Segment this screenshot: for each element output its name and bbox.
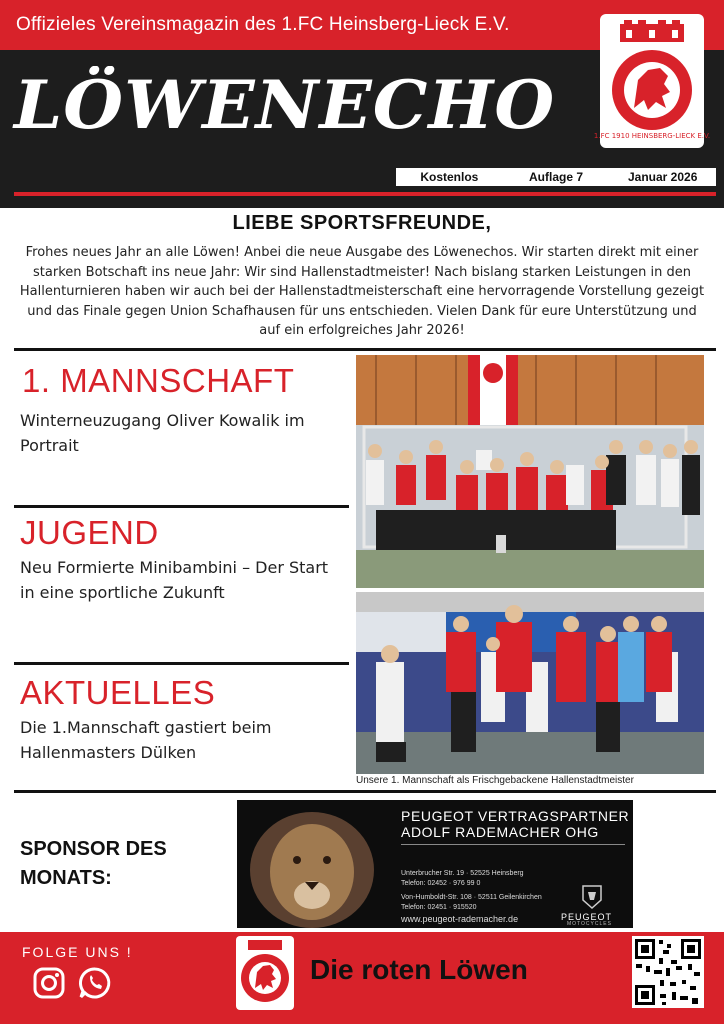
ad-phone-1: Telefon: 02452 · 976 99 0 [401, 880, 481, 887]
footer-slogan: Die roten Löwen [310, 954, 528, 985]
section-text-jugend: Neu Formierte Minibambini – Der Start in eine sportliche Zukunft [20, 558, 329, 602]
ad-company: ADOLF RADEMACHER OHG [401, 824, 599, 840]
ad-phone-2: Telefon: 02451 · 915520 [401, 904, 477, 911]
sponsor-label: SPONSOR DES MONATS: [20, 838, 167, 889]
team-photo-action [356, 592, 704, 774]
follow-us-label: FOLGE UNS ! [22, 944, 133, 960]
section-title-mannschaft: 1. MANNSCHAFT [22, 362, 295, 399]
ad-website[interactable]: www.peugeot-rademacher.de [401, 914, 519, 924]
section-title-jugend: JUGEND [20, 514, 159, 551]
qr-code[interactable] [632, 936, 704, 1008]
section-text-mannschaft: Winterneuzugang Oliver Kowalik im Portrait [20, 411, 305, 455]
team-photo-celebration [356, 355, 704, 588]
ad-headline: PEUGEOT VERTRAGSPARTNER [401, 808, 630, 824]
footer-crest-icon [236, 936, 294, 1010]
section-divider [14, 505, 349, 508]
ad-divider [401, 844, 625, 845]
section-divider [14, 662, 349, 665]
magazine-tagline: Offizieles Vereinsmagazin des 1.FC Heinsberg-Lieck E.V. [16, 14, 510, 35]
ad-brand: PEUGEOT [561, 912, 613, 922]
magazine-title: LÖWENECHO [14, 66, 556, 144]
club-crest-logo [593, 14, 711, 148]
instagram-icon[interactable] [32, 966, 66, 1000]
issue-info-bar [396, 168, 716, 186]
section-divider [14, 348, 716, 351]
section-text-aktuelles: Die 1.Mannschaft gastiert beim Hallenmasters Dülken [20, 718, 272, 762]
date-label: Januar 2026 [627, 170, 698, 184]
photo-caption: Unsere 1. Mannschaft als Frischgebackene Hallenstadtmeister [356, 775, 634, 786]
section-divider [14, 790, 716, 793]
edition-label: Auflage 7 [529, 170, 584, 184]
price-label: Kostenlos [420, 170, 479, 184]
footer-crest-logo [236, 936, 294, 1010]
ad-address-1: Unterbrucher Str. 19 · 52525 Heinsberg [401, 870, 524, 877]
intro-heading: LIEBE SPORTSFREUNDE, [232, 212, 492, 234]
sponsor-advertisement[interactable] [237, 800, 633, 928]
intro-text: Frohes neues Jahr an alle Löwen! Anbei die neue Ausgabe des Löwenechos. Wir starten direkt mit einer starken Botschaft ins neue Jahr: Wir sind Hallenstadtmeister! Nach bislang starken Leistungen in den Hallenturnieren haben wir auch bei der Hallenstadtmeisterschaft eine hervorragende Vorstellung gezeigt und das Finale gegen Union Schafhausen für uns entschieden. Vielen Dank für eure Unterstützung und auf ein erfolgreiches Jahr 2026! [19, 245, 705, 338]
peugeot-shield-icon [581, 884, 603, 910]
crest-text: 1.FC 1910 HEINSBERG-LIECK E.V. [593, 132, 711, 140]
whatsapp-icon[interactable] [78, 966, 112, 1000]
club-crest-icon [593, 18, 711, 144]
ad-address-2: Von-Humboldt-Str. 108 · 52511 Geilenkirchen [401, 894, 542, 901]
header-divider [14, 192, 716, 196]
section-title-aktuelles: AKTUELLES [20, 674, 216, 711]
qr-code-icon [632, 936, 704, 1008]
ad-brand-sub: MOTOCYCLES [567, 921, 612, 927]
